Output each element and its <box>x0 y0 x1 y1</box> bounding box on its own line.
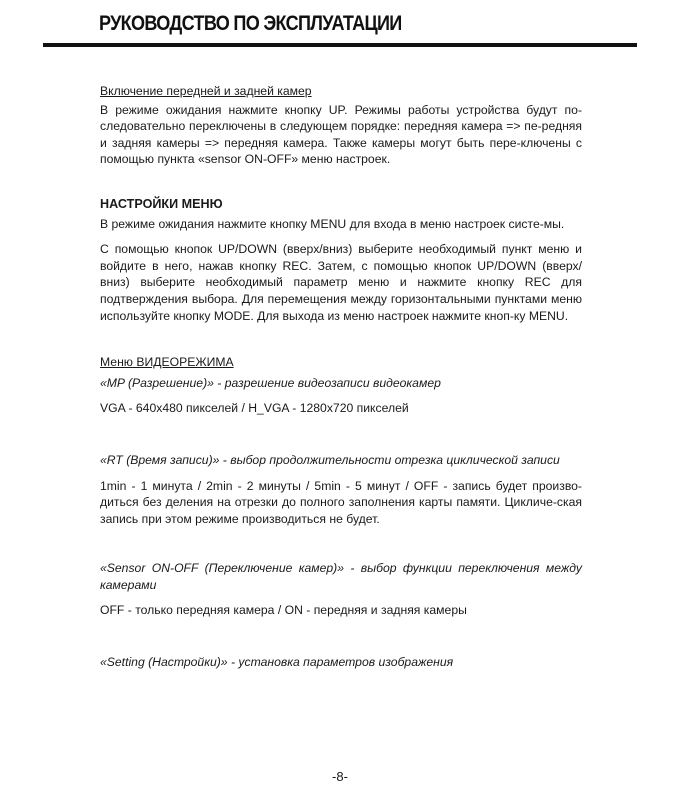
rt-text: 1min - 1 минута / 2min - 2 минуты / 5min - 5 минут / OFF - запись будет произво-диться без деления на отрезки до полного заполнения карты памяти. Цикличе-ская запись при этом режиме производиться не будет. <box>100 478 582 526</box>
cameras-heading: Включение передней и задней камер <box>100 84 312 98</box>
header-divider <box>43 43 637 47</box>
sensor-title: «Sensor ON-OFF (Переключение камер)» - выбор функции переключения между камерами <box>100 561 582 592</box>
video-menu-heading: Меню ВИДЕОРЕЖИМА <box>100 355 234 370</box>
rt-title: «RT (Время записи)» - выбор продолжительности отрезка циклической записи <box>100 452 560 467</box>
mp-text: VGA - 640x480 пикселей / H_VGA - 1280x720 пикселей <box>100 401 409 416</box>
sensor-text: OFF - только передняя камера / ON - передняя и задняя камеры <box>100 603 467 618</box>
page-number: -8- <box>332 769 348 784</box>
cameras-text: В режиме ожидания нажмите кнопку UP. Режимы работы устройства будут по-следовательно переключены в следующем порядке: передняя камера => пе-редняя и задняя камеры => передняя камера. Также камеры могут быть пере-ключены с помощью пункта «sensor ON-OFF» меню настроек. <box>100 102 582 167</box>
menu-settings-heading: НАСТРОЙКИ МЕНЮ <box>100 196 223 211</box>
setting-title: «Setting (Настройки)» - установка параметров изображения <box>100 655 454 670</box>
mp-title: «MP (Разрешение)» - разрешение видеозаписи видеокамер <box>100 375 441 390</box>
menu-settings-para2: С помощью кнопок UP/DOWN (вверх/вниз) выберите необходимый пункт меню и войдите в него, нажав кнопку REC. Затем, с помощью кнопок UP/DOWN (вверх/вниз) выберите необходимый параметр меню и нажмите кнопку REC для подтверждения выбора. Для перемещения между горизонтальными пунктами меню используйте кнопку MODE. Для выхода из меню настроек нажмите кноп-ку MENU. <box>100 242 582 323</box>
document-body <box>100 83 582 671</box>
menu-settings-para1: В режиме ожидания нажмите кнопку MENU для входа в меню настроек систе-мы. <box>100 216 565 231</box>
page-header-title: РУКОВОДСТВО ПО ЭКСПЛУАТАЦИИ <box>99 12 402 35</box>
